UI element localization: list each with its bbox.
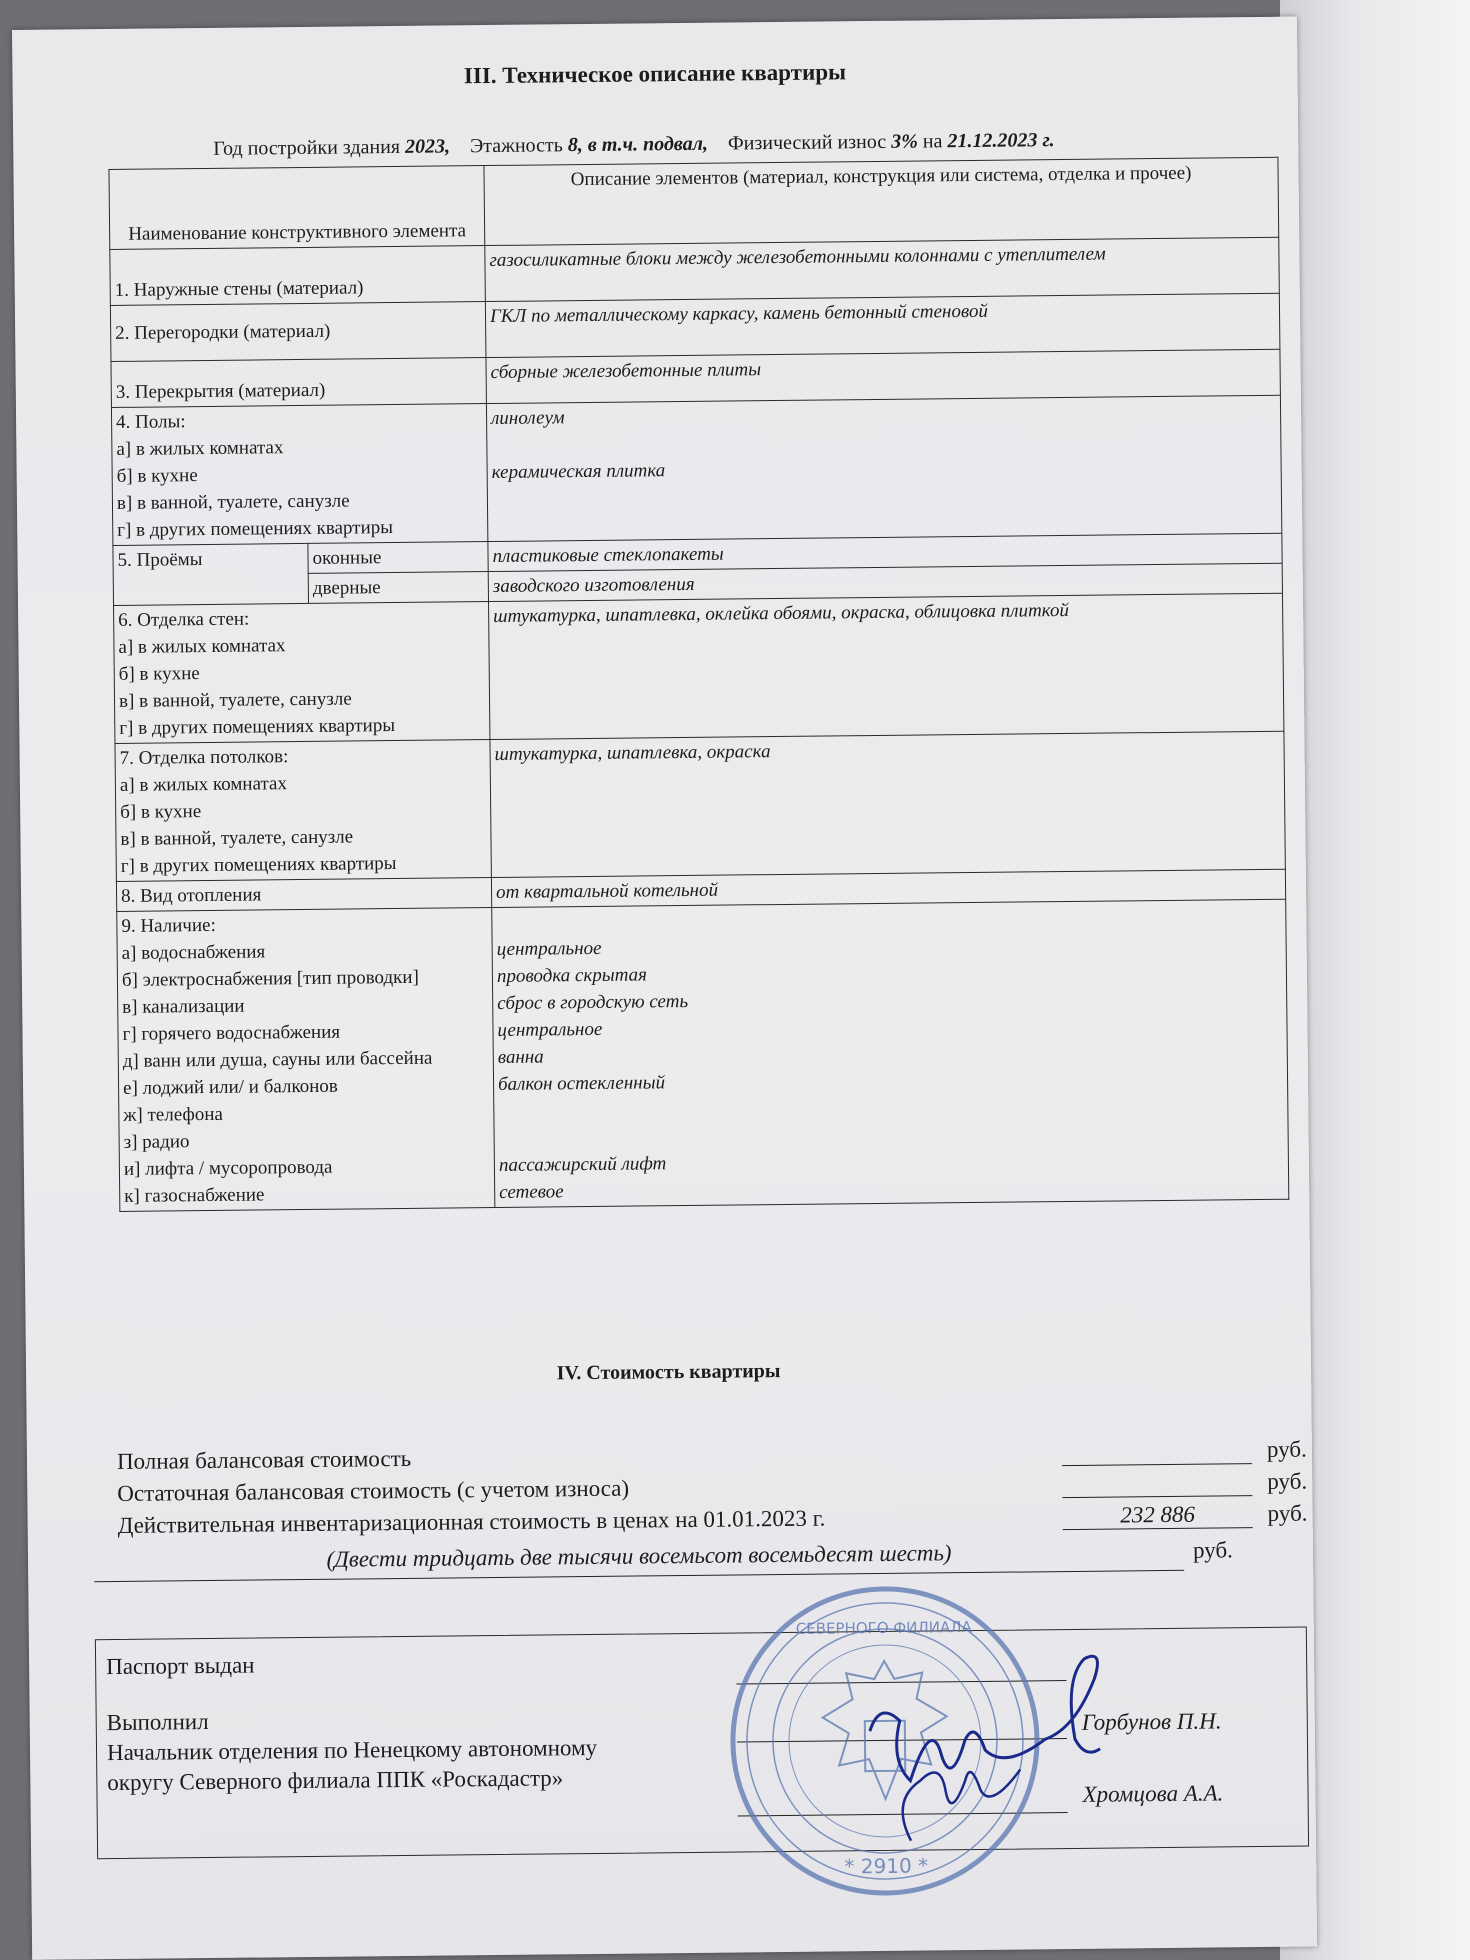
desc-line: керамическая плитка (491, 460, 666, 484)
sub-item: а] в жилых комнатах (118, 635, 286, 658)
signature-gorbunov (869, 1656, 1100, 1781)
sub-value: сетевое (499, 1181, 564, 1203)
sub-value: центральное (497, 1018, 603, 1041)
sub-item: б] в кухне (118, 663, 200, 685)
sub-item: в] в ванной, туалете, санузле (120, 826, 354, 850)
cost-value (1062, 1437, 1252, 1439)
row-desc: штукатурка, шпатлевка, оклейка обоями, окраска, облицовка плиткой (489, 593, 1284, 739)
sub-item: в] в ванной, туалете, санузле (116, 490, 350, 514)
cost-label: Остаточная балансовая стоимость (с учетом износа) (117, 1475, 630, 1506)
cost-value: 232 886 (1120, 1501, 1196, 1528)
row-desc: сборные железобетонные плиты (486, 349, 1280, 403)
row-name: 6. Отделка стен: (118, 608, 250, 631)
table-row (117, 899, 1289, 1211)
sub-item: а] в жилых комнатах (116, 437, 284, 460)
table-row (115, 731, 1285, 881)
row-name: 8. Вид отопления (116, 878, 491, 912)
building-meta (213, 129, 1055, 161)
signer-name-1: Горбунов П.Н. (1081, 1708, 1222, 1735)
cost-blank-line (1062, 1495, 1252, 1498)
cost-unit: руб. (1267, 1468, 1308, 1494)
row-desc: штукатурка, шпатлевка, окраска (490, 731, 1285, 877)
sub-value: пассажирский лифт (498, 1153, 667, 1176)
row-name-floors (111, 404, 487, 546)
stamp-number: * 2910 * (844, 1853, 929, 1879)
sub-value: центральное (496, 937, 602, 960)
sub-item: в] в ванной, туалете, санузле (118, 688, 352, 712)
cost-blank-line (1062, 1463, 1252, 1466)
table-header-row (109, 157, 1279, 249)
cost-label: Полная балансовая стоимость (116, 1445, 412, 1474)
door-desc: заводского изготовления (488, 563, 1282, 601)
sub-item: ж] телефона (123, 1103, 223, 1126)
sub-item: з] радио (123, 1131, 190, 1153)
sub-item: г] в других помещениях квартиры (117, 517, 394, 541)
sub-item: и] лифта / мусоропровода (123, 1156, 333, 1180)
cost-label: Действительная инвентаризационная стоимость в ценах на 01.01.2023 г. (117, 1505, 826, 1538)
sub-item: б] электроснабжения [тип проводки] (121, 966, 419, 991)
row-name: 5. Проёмы (113, 543, 309, 605)
door-label: дверные (308, 572, 488, 604)
cost-in-words: (Двести тридцать две тысячи восемьсот восемьдесят шесть) (94, 1538, 1184, 1582)
sub-item: г] горячего водоснабжения (122, 1021, 341, 1045)
cost-unit: руб. (1267, 1500, 1308, 1526)
row-name: 7. Отделка потолков: (119, 746, 289, 769)
row-desc-availability (492, 899, 1289, 1207)
window-desc: пластиковые стеклопакеты (488, 533, 1282, 571)
document-page (12, 17, 1317, 1960)
on-label: на (922, 130, 943, 153)
cost-value (1062, 1469, 1252, 1471)
handwritten-signatures (849, 1648, 1191, 1852)
row-name: 3. Перекрытия (материал) (111, 358, 486, 408)
sub-value: сброс в городскую сеть (497, 990, 689, 1014)
sub-value: балкон остекленный (497, 1072, 666, 1095)
cost-unit: руб. (1266, 1436, 1307, 1462)
row-name-ceilings (115, 740, 491, 882)
year-label: Год постройки здания (213, 135, 401, 160)
position-line1: Начальник отделения по Ненецкому автономному (106, 1734, 598, 1766)
row-name: 1. Наружные стены (материал) (110, 246, 486, 306)
cost-in-words-unit: руб. (1192, 1537, 1233, 1563)
col1-header: Наименование конструктивного элемента (109, 166, 485, 250)
row-desc: от квартальной котельной (491, 869, 1285, 907)
table-row (111, 395, 1281, 545)
floors-label: Этажность (469, 134, 563, 158)
row-desc (486, 395, 1281, 541)
signer-name-2: Хромцова А.А. (1082, 1780, 1224, 1807)
col2-header: Описание элементов (материал, конструкция или система, отделка и прочее) (484, 157, 1279, 245)
sub-item: а] в жилых комнатах (119, 773, 288, 796)
row-name-availability (117, 908, 495, 1212)
sub-item: а] водоснабжения (121, 941, 266, 964)
sub-item: д] ванн или душа, сауны или бассейна (122, 1047, 433, 1072)
row-name-walls (114, 602, 490, 744)
sub-item: г] в других помещениях квартиры (120, 853, 397, 877)
section3-title: III. Техническое описание квартиры (463, 59, 847, 89)
section4-title: IV. Стоимость квартиры (556, 1360, 781, 1385)
position-line2: округу Северного филиала ППК «Роскадастр» (107, 1765, 564, 1796)
done-label: Выполнил (106, 1709, 209, 1736)
desc-line: линолеум (490, 407, 565, 430)
floors-value: 8, в т.ч. подвал, (567, 132, 709, 157)
sub-item: г] в других помещениях квартиры (119, 715, 396, 739)
sub-item: в] канализации (122, 995, 245, 1018)
sub-item: к] газоснабжение (124, 1184, 265, 1207)
sub-value: ванна (497, 1046, 544, 1068)
table-row (114, 593, 1284, 743)
signature-khromtsova (902, 1770, 1021, 1841)
row-desc: газосиликатные блоки между железобетонными колоннами с утеплителем (485, 237, 1280, 301)
technical-description-table (108, 157, 1289, 1212)
wear-value: 3% (891, 130, 918, 153)
sub-item: е] лоджий или/ и балконов (122, 1075, 338, 1099)
sub-value: проводка скрытая (496, 964, 648, 987)
row-name: 4. Полы: (116, 411, 186, 433)
row-name: 2. Перегородки (материал) (110, 302, 486, 362)
row-desc: ГКЛ по металлическому каркасу, камень бетонный стеновой (485, 293, 1280, 357)
wear-date: 21.12.2023 г. (947, 129, 1055, 153)
year-value: 2023, (404, 135, 451, 158)
sub-item: б] в кухне (116, 465, 198, 487)
issued-label: Паспорт выдан (106, 1652, 255, 1680)
sub-item: б] в кухне (120, 801, 202, 823)
row-name: 9. Наличие: (121, 914, 216, 937)
window-label: оконные (308, 542, 488, 574)
wear-label: Физический износ (727, 130, 887, 155)
stamp-text: СЕВЕРНОГО ФИЛИАЛА (795, 1618, 972, 1638)
